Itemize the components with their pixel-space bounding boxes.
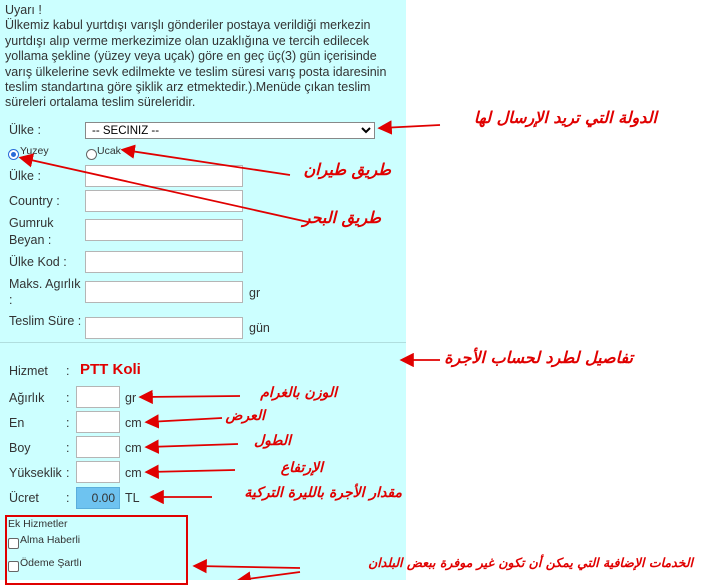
country-select[interactable] [85, 122, 375, 139]
annotation-air: طريق طيران [303, 160, 391, 179]
ulke-kod-field[interactable] [85, 251, 243, 273]
boy-field[interactable] [76, 436, 120, 458]
hizmet-value: PTT Koli [80, 361, 141, 378]
yukseklik-label: Yükseklik [9, 466, 62, 480]
warning-line: yollama şekline (yüzey veya uçak) göre en geç üç(3) gün içerisinde [5, 49, 377, 64]
extra-services-title: Ek Hizmetler [8, 518, 68, 530]
annotation-fee: مقدار الأجرة بالليرة التركية [244, 485, 402, 501]
annotation-parcel: تفاصيل لطرد لحساب الأجرة [444, 348, 633, 367]
boy-label: Boy [9, 441, 31, 455]
en-label: En [9, 416, 25, 430]
warning-line: yurtdışı alıp verme merkezimize olan uzaklığına ve tercih edilecek [5, 33, 370, 48]
gumruk-field[interactable] [85, 219, 243, 241]
ulke-label: Ülke : [9, 169, 41, 183]
warning-text [5, 3, 405, 111]
radio-surface-label: Yuzey [20, 145, 49, 157]
country-en-field[interactable] [85, 190, 243, 212]
annotation-height: الإرتفاع [280, 460, 323, 476]
en-colon: : [66, 416, 70, 430]
warning-line: teslim standartına göre şiklik arz etmektedir.).Menüde çıkan teslim [5, 80, 371, 95]
hizmet-colon: : [66, 364, 70, 378]
ulke-kod-label: Ülke Kod : [9, 255, 67, 269]
yukseklik-field[interactable] [76, 461, 120, 483]
warning-line: süreleri ortalama teslim süreleridir. [5, 95, 196, 110]
annotation-width: العرض [225, 408, 265, 424]
radio-air[interactable] [86, 149, 97, 160]
en-field[interactable] [76, 411, 120, 433]
teslim-sure-field[interactable] [85, 317, 243, 339]
agirlik-colon: : [66, 391, 70, 405]
section-divider [0, 342, 406, 343]
yukseklik-colon: : [66, 466, 70, 480]
annotation-length: الطول [253, 433, 291, 449]
warning-line: varış ülkelerine sevk edilmekte ve teslim süresi varış posta idaresinin [5, 64, 387, 79]
ucret-label: Ücret [9, 491, 39, 505]
boy-colon: : [66, 441, 70, 455]
annotation-weight: الوزن بالغرام [260, 385, 337, 401]
radio-surface[interactable] [8, 149, 19, 160]
ulke-field[interactable] [85, 165, 243, 187]
alma-haberli-checkbox[interactable] [8, 538, 19, 549]
radio-air-label: Ucak [97, 145, 121, 157]
gumruk-label-2: Beyan : [9, 233, 52, 247]
yukseklik-unit: cm [125, 466, 142, 480]
country-label: Ülke : [9, 123, 41, 137]
teslim-sure-unit: gün [249, 321, 270, 335]
hizmet-label: Hizmet [9, 364, 48, 378]
country-en-label: Country : [9, 194, 60, 208]
maks-agirlik-unit: gr [249, 286, 261, 300]
agirlik-field[interactable] [76, 386, 120, 408]
agirlik-unit: gr [125, 391, 137, 405]
ucret-colon: : [66, 491, 70, 505]
annotation-extras: الخدمات الإضافية التي يمكن أن تكون غير موفرة ببعض البلدان [368, 555, 693, 570]
odeme-sartli-checkbox[interactable] [8, 561, 19, 572]
warning-line: Ülkemiz kabul yurtdışı varışlı gönderiler postaya verildiği merkezin [5, 18, 371, 33]
ucret-value: 0.00 [76, 487, 120, 509]
warning-line: Uyarı ! [5, 3, 42, 17]
agirlik-label: Ağırlık [9, 391, 45, 405]
maks-agirlik-label: Maks. Agırlık [9, 277, 81, 291]
gumruk-label: Gumruk [9, 216, 54, 230]
maks-agirlik-field[interactable] [85, 281, 243, 303]
boy-unit: cm [125, 441, 142, 455]
maks-agirlik-label-2: : [9, 293, 13, 307]
annotation-country: الدولة التي تريد الإرسال لها [473, 108, 657, 127]
en-unit: cm [125, 416, 142, 430]
annotation-sea: طريق البحر [302, 208, 381, 227]
ucret-unit: TL [125, 491, 140, 505]
alma-haberli-label: Alma Haberli [20, 534, 81, 546]
odeme-sartli-label: Ödeme Şartlı [20, 557, 82, 569]
teslim-sure-label: Teslim Süre : [9, 314, 82, 328]
